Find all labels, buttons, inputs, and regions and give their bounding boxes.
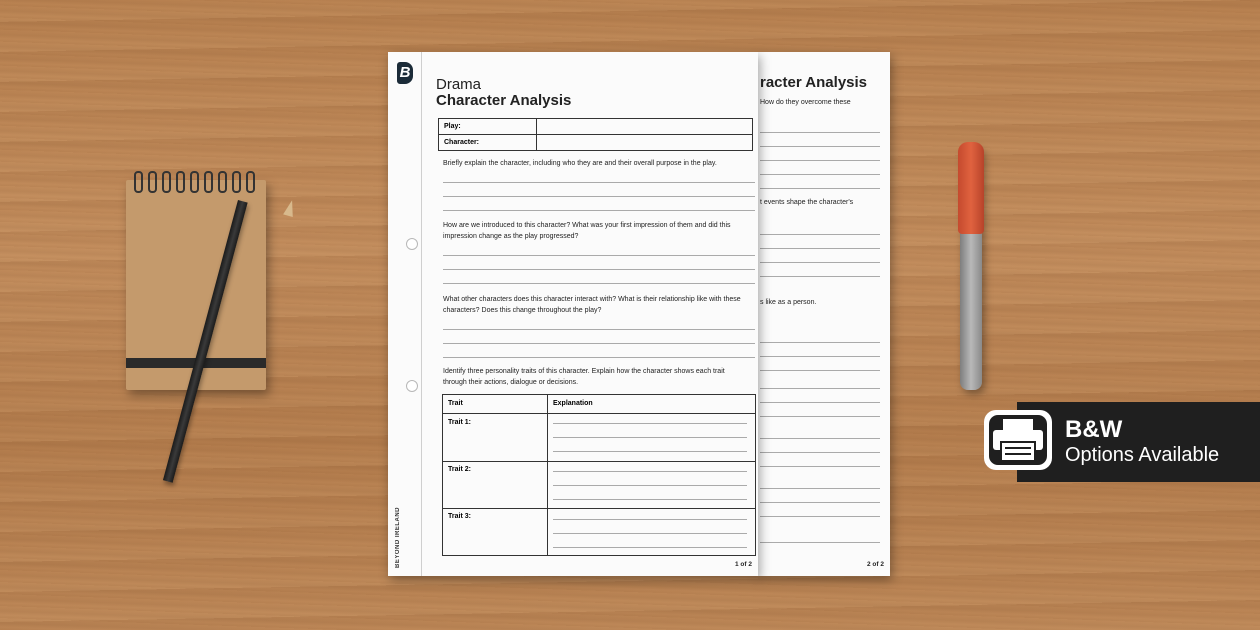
trait-row-divider [443, 508, 755, 509]
explanation-line[interactable] [553, 533, 747, 534]
play-field[interactable] [537, 119, 753, 135]
info-label: Play: [439, 119, 537, 135]
info-label: Character: [439, 135, 537, 151]
answer-line[interactable] [443, 182, 755, 183]
answer-line[interactable] [443, 269, 755, 270]
worksheet-subject: Drama [436, 76, 482, 93]
info-table [438, 118, 753, 151]
spiral-ring [176, 171, 185, 193]
punch-hole [406, 238, 418, 250]
answer-line [760, 516, 880, 517]
spiral-ring [148, 171, 157, 193]
answer-line [760, 174, 880, 175]
answer-line[interactable] [443, 255, 755, 256]
column-divider [547, 395, 548, 555]
page-number: 2 of 2 [867, 561, 884, 568]
answer-line [760, 234, 880, 235]
answer-line [760, 262, 880, 263]
answer-line [760, 132, 880, 133]
worksheet-page-1 [388, 52, 758, 576]
question-2: How are we introduced to this character? What was your first impression of them and did this impression change as the play progressed? [443, 222, 731, 240]
answer-line[interactable] [443, 357, 755, 358]
brand-label: BEYOND IRELAND [395, 506, 401, 568]
question-3: What other characters does this character interact with? What is their relationship like with these characters? Does this change throughout the play? [443, 296, 741, 314]
answer-line [760, 388, 880, 389]
trait-label: Trait 3: [448, 513, 471, 520]
answer-line [760, 402, 880, 403]
info-row [439, 119, 753, 135]
answer-line [760, 342, 880, 343]
pencil-tip [283, 199, 297, 217]
answer-line [760, 276, 880, 277]
trait-row-divider [443, 461, 755, 462]
answer-line [760, 370, 880, 371]
page-number: 1 of 2 [735, 561, 752, 568]
answer-line[interactable] [443, 329, 755, 330]
explanation-line[interactable] [553, 485, 747, 486]
marker-cap [958, 142, 984, 234]
answer-line [760, 248, 880, 249]
explanation-line[interactable] [553, 547, 747, 548]
worksheet-page-2 [756, 52, 890, 576]
trait-label: Trait 1: [448, 419, 471, 426]
answer-line [760, 542, 880, 543]
page-2-question-fragment: How do they overcome these [760, 99, 851, 106]
trait-column-header: Trait [448, 400, 463, 407]
traits-header-row [443, 395, 755, 414]
answer-line [760, 146, 880, 147]
answer-line [760, 188, 880, 189]
page-2-title: racter Analysis [760, 74, 868, 91]
spiral-ring [232, 171, 241, 193]
answer-line[interactable] [443, 196, 755, 197]
answer-line[interactable] [443, 283, 755, 284]
printer-icon [982, 408, 1054, 472]
answer-line [760, 438, 880, 439]
explanation-line[interactable] [553, 423, 747, 424]
punch-hole [406, 380, 418, 392]
spiral-ring [162, 171, 171, 193]
spiral-ring [246, 171, 255, 193]
badge-subtitle: Options Available [1065, 444, 1220, 466]
explanation-line[interactable] [553, 471, 747, 472]
spiral-ring [204, 171, 213, 193]
answer-line [760, 160, 880, 161]
question-1: Briefly explain the character, including who they are and their overall purpose in the play. [443, 160, 717, 167]
traits-table [442, 394, 756, 556]
brand-logo-icon: B [397, 62, 413, 84]
question-4: Identify three personality traits of this character. Explain how the character shows each trait through their actions, dialogue or decisions. [443, 368, 725, 386]
answer-line [760, 466, 880, 467]
answer-line [760, 356, 880, 357]
page-2-question-fragment: s like as a person. [760, 299, 817, 306]
answer-line[interactable] [443, 343, 755, 344]
explanation-line[interactable] [553, 519, 747, 520]
spiral-ring [134, 171, 143, 193]
answer-line [760, 416, 880, 417]
answer-line [760, 452, 880, 453]
trait-label: Trait 2: [448, 466, 471, 473]
explanation-line[interactable] [553, 437, 747, 438]
explanation-column-header: Explanation [553, 400, 593, 407]
character-field[interactable] [537, 135, 753, 151]
worksheet-title: Character Analysis [436, 92, 572, 109]
explanation-line[interactable] [553, 499, 747, 500]
answer-line [760, 488, 880, 489]
answer-line [760, 502, 880, 503]
binding-strip [388, 52, 422, 576]
explanation-line[interactable] [553, 451, 747, 452]
answer-line[interactable] [443, 210, 755, 211]
spiral-ring [190, 171, 199, 193]
spiral-ring [218, 171, 227, 193]
badge-title: B&W [1065, 416, 1123, 443]
info-row [439, 135, 753, 151]
page-2-question-fragment: t events shape the character's [760, 199, 854, 206]
